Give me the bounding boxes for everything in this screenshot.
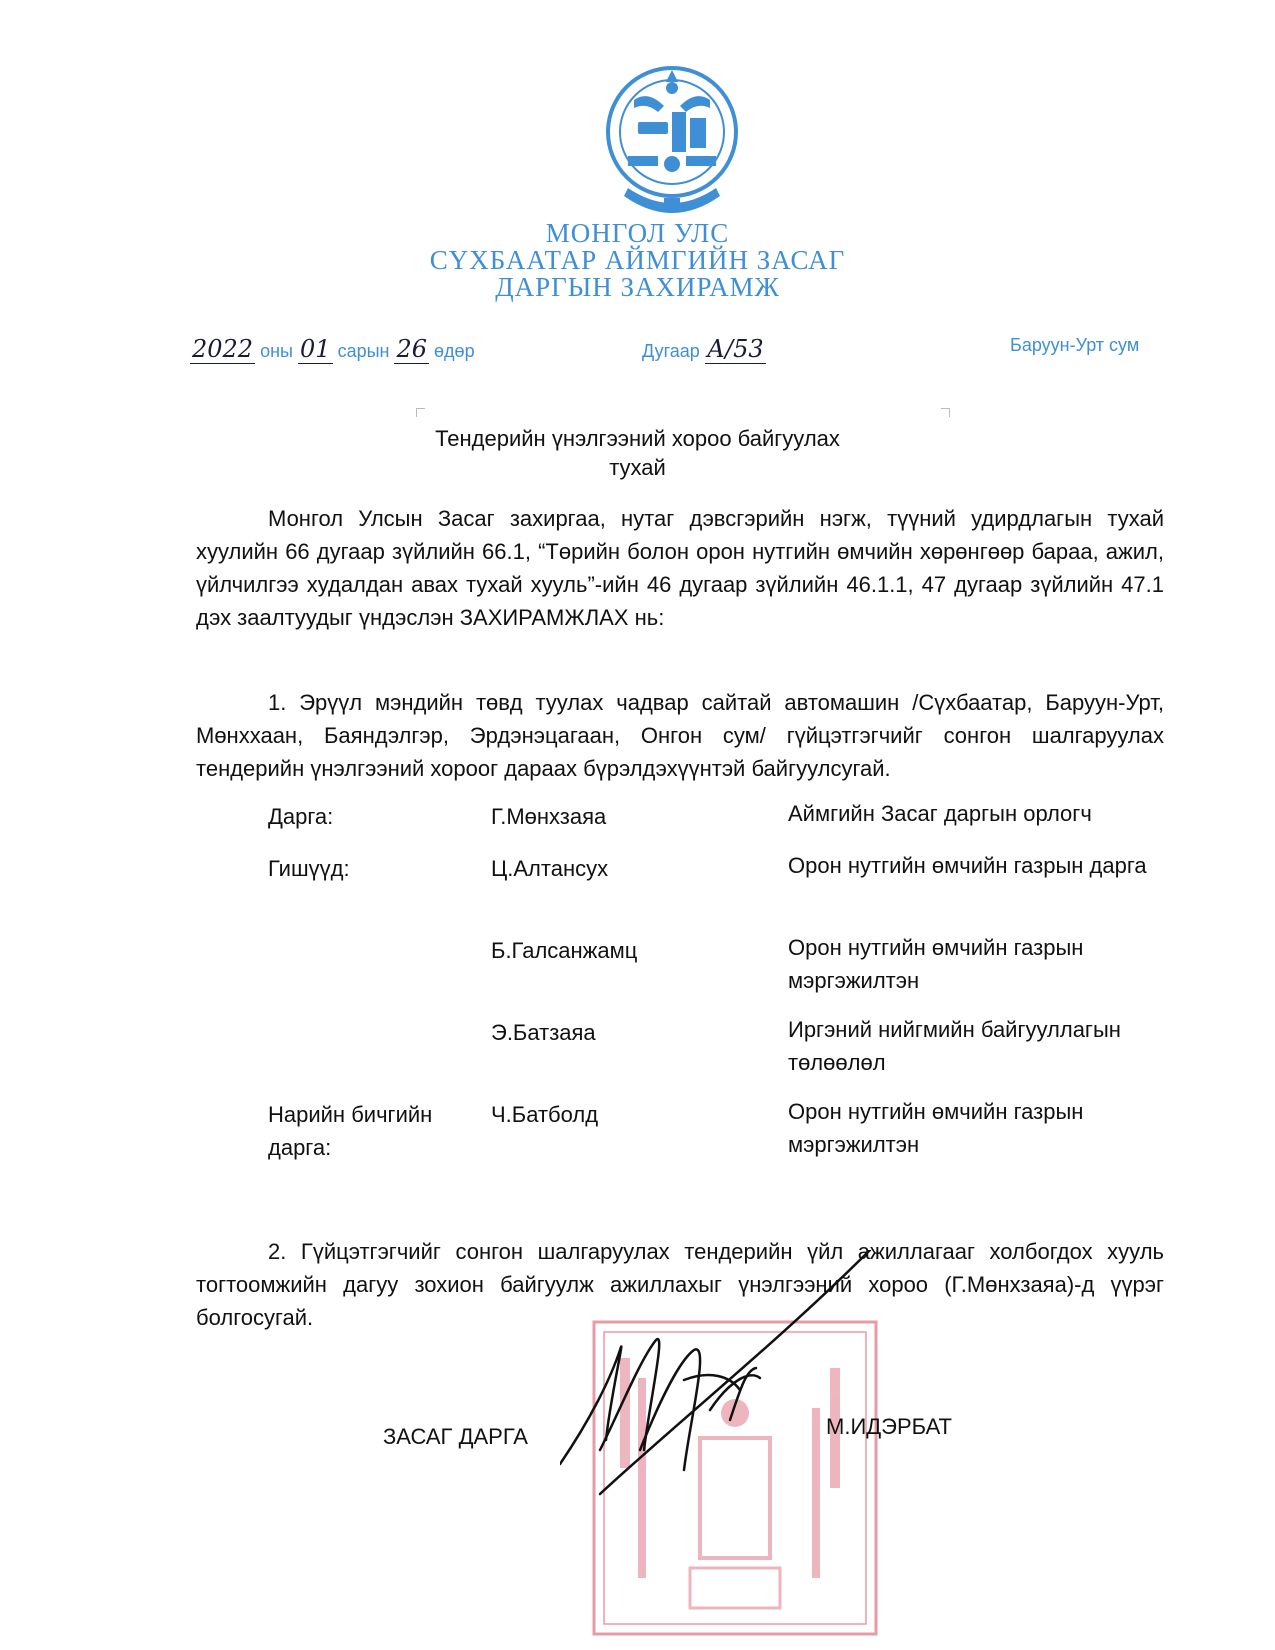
- member-position: Орон нутгийн өмчийн газрын дарга: [788, 853, 1147, 878]
- preamble-paragraph: Монгол Улсын Засаг захиргаа, нутаг дэвсгэрийн нэгж, түүний удирдлагын тухай хуулийн 66 дугаар зүйлийн 66.1, “Төрийн болон орон нутгийн өмчийн хөрөнгөөр бараа, ажил, үйлчилгээ худалдан авах тухай хууль”-ийн 46 дугаар зүйлийн 46.1.1, 47 дугаар зүйлийн 47.1 дэх заалтуудыг үндэслэн ЗАХИРАМЖЛАХ нь:: [196, 506, 1164, 630]
- date-year: 2022: [192, 335, 254, 363]
- document-title-line1: Тендерийн үнэлгээний хороо байгуулах: [435, 426, 840, 451]
- document-title-line2: тухай: [609, 455, 666, 480]
- member-role: Гишүүд:: [268, 856, 350, 881]
- signatory-name: М.ИДЭРБАТ: [826, 1414, 952, 1439]
- handwritten-signature-icon: [560, 1250, 920, 1530]
- member-name: Ц.Алтансух: [491, 856, 609, 881]
- document-place: Баруун-Урт сум: [1010, 335, 1140, 355]
- member-role: Нарийн бичгийн дарга:: [268, 1102, 433, 1160]
- signatory-role: ЗАСАГ ДАРГА: [383, 1424, 528, 1449]
- title-corner-left: [416, 408, 425, 417]
- member-position: Иргэний нийгмийн байгууллагын төлөөлөл: [788, 1017, 1121, 1075]
- number-label: Дугаар: [642, 341, 700, 361]
- member-name: Ч.Батболд: [491, 1102, 599, 1127]
- member-role: Дарга:: [268, 804, 334, 829]
- member-position: Орон нутгийн өмчийн газрын мэргэжилтэн: [788, 935, 1084, 993]
- state-emblem-icon: [598, 60, 746, 220]
- number-value: А/53: [706, 335, 764, 363]
- member-position: Орон нутгийн өмчийн газрын мэргэжилтэн: [788, 1099, 1084, 1157]
- item-1-paragraph: 1. Эрүүл мэндийн төвд туулах чадвар сайтай автомашин /Сүхбаатар, Баруун-Урт, Мөнххаан, Баяндэлгэр, Эрдэнэцагаан, Онгон сум/ гүйцэтгэгчийг сонгон шалгаруулах тендерийн үнэлгээний хороог дараах бүрэлдэхүүнтэй байгуулсугай.: [196, 690, 1164, 781]
- member-name: Э.Батзаяа: [491, 1020, 596, 1045]
- date-day-label: өдөр: [434, 341, 475, 361]
- date-month-label: сарын: [337, 341, 390, 361]
- date-year-label: оны: [260, 341, 293, 361]
- date-month: 01: [300, 335, 331, 363]
- org-name-country: МОНГОЛ УЛС: [545, 218, 730, 248]
- member-name: Б.Галсанжамц: [491, 938, 638, 963]
- item-2-paragraph: 2. Гүйцэтгэгчийг сонгон шалгаруулах тендерийн үйл ажиллагааг холбогдох хууль тогтоомжийн дагуу зохион байгуулж ажиллахыг үнэлгээний хороо (Г.Мөнхзаяа)-д үүрэг болгосугай.: [196, 1239, 1164, 1330]
- member-name: Г.Мөнхзаяа: [491, 804, 607, 829]
- document-type: ДАРГЫН ЗАХИРАМЖ: [495, 272, 780, 302]
- member-position: Аймгийн Засаг даргын орлогч: [788, 801, 1092, 826]
- document-date: [190, 335, 475, 363]
- document-number: [642, 335, 766, 363]
- date-day: 26: [396, 335, 428, 363]
- title-corner-right: [941, 408, 950, 417]
- org-name-governor: СҮХБААТАР АЙМГИЙН ЗАСАГ: [429, 245, 846, 275]
